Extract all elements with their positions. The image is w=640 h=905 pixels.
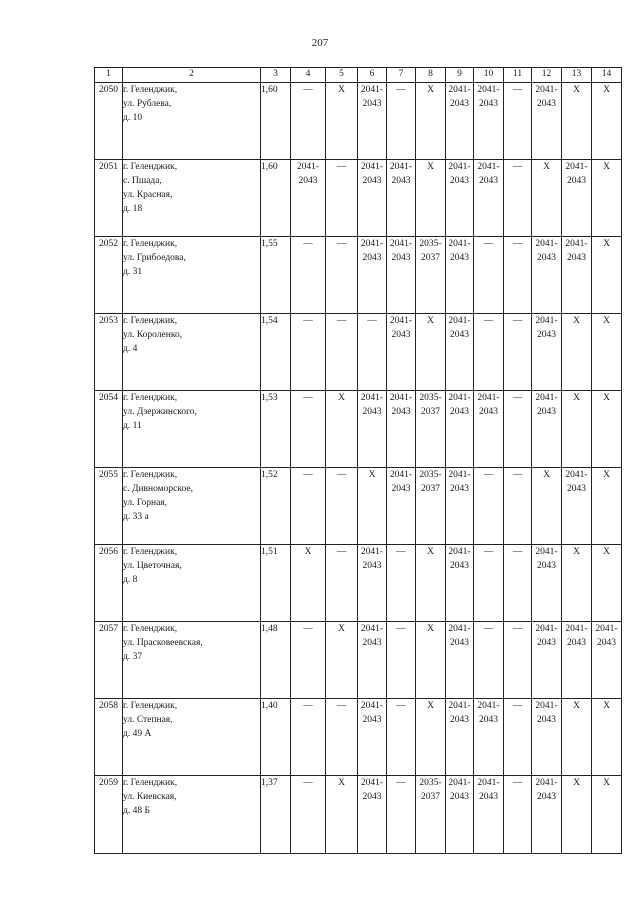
row-number-cell: 2050 (95, 83, 123, 160)
schedule-cell: X (562, 776, 592, 854)
schedule-cell: 2041- 2043 (358, 622, 387, 699)
schedule-cell: 2041- 2043 (562, 237, 592, 314)
schedule-cell: — (474, 314, 504, 391)
row-number-cell: 2059 (95, 776, 123, 854)
schedule-cell: 2041- 2043 (562, 468, 592, 545)
schedule-cell: X (326, 622, 358, 699)
address-cell: г. Геленджик, ул. Короленко, д. 4 (123, 314, 261, 391)
schedule-cell: — (504, 237, 532, 314)
schedule-cell: X (592, 699, 622, 776)
table-row (95, 83, 622, 160)
schedule-cell: 2041- 2043 (358, 237, 387, 314)
column-header: 13 (562, 68, 592, 83)
schedule-cell: 2041- 2043 (532, 314, 562, 391)
area-cell: 1,60 (261, 160, 291, 237)
schedule-cell: X (358, 468, 387, 545)
schedule-cell: 2041- 2043 (446, 699, 474, 776)
schedule-cell: — (387, 776, 416, 854)
schedule-cell: 2041- 2043 (532, 622, 562, 699)
schedule-cell: — (504, 391, 532, 468)
schedule-cell: 2041- 2043 (474, 776, 504, 854)
column-header: 14 (592, 68, 622, 83)
schedule-cell: X (592, 776, 622, 854)
schedule-cell: — (474, 468, 504, 545)
schedule-cell: 2041- 2043 (532, 699, 562, 776)
schedule-cell: — (326, 468, 358, 545)
table-row (95, 776, 622, 854)
column-header: 8 (416, 68, 446, 83)
schedule-cell: 2041- 2043 (562, 160, 592, 237)
area-cell: 1,37 (261, 776, 291, 854)
page-number: 207 (311, 37, 329, 49)
schedule-cell: — (291, 468, 326, 545)
schedule-cell: 2041- 2043 (358, 776, 387, 854)
schedule-cell: X (532, 160, 562, 237)
schedule-cell: 2041- 2043 (358, 391, 387, 468)
area-cell: 1,40 (261, 699, 291, 776)
schedule-cell: X (532, 468, 562, 545)
schedule-cell: X (592, 468, 622, 545)
table-row (95, 314, 622, 391)
schedule-cell: 2035- 2037 (416, 468, 446, 545)
schedule-cell: X (326, 83, 358, 160)
schedule-cell: — (474, 622, 504, 699)
table-row (95, 160, 622, 237)
schedule-cell: — (291, 237, 326, 314)
schedule-cell: — (326, 699, 358, 776)
schedule-cell: X (416, 83, 446, 160)
schedule-cell: 2041- 2043 (446, 545, 474, 622)
table-row (95, 699, 622, 776)
column-header: 2 (123, 68, 261, 83)
schedule-cell: 2041- 2043 (446, 468, 474, 545)
row-number-cell: 2053 (95, 314, 123, 391)
schedule-cell: — (504, 622, 532, 699)
row-number-cell: 2058 (95, 699, 123, 776)
column-header: 6 (358, 68, 387, 83)
schedule-cell: X (592, 160, 622, 237)
schedule-cell: X (562, 699, 592, 776)
schedule-cell: X (592, 83, 622, 160)
schedule-cell: — (474, 237, 504, 314)
schedule-cell: 2041- 2043 (358, 545, 387, 622)
schedule-cell: 2041- 2043 (387, 237, 416, 314)
schedule-cell: 2041- 2043 (291, 160, 326, 237)
schedule-cell: X (562, 314, 592, 391)
schedule-cell: X (416, 160, 446, 237)
column-header: 5 (326, 68, 358, 83)
schedule-cell: X (592, 237, 622, 314)
schedule-cell: 2041- 2043 (446, 314, 474, 391)
column-header: 11 (504, 68, 532, 83)
schedule-cell: 2041- 2043 (358, 699, 387, 776)
column-header: 7 (387, 68, 416, 83)
schedule-cell: 2041- 2043 (532, 545, 562, 622)
schedule-cell: — (387, 622, 416, 699)
schedule-cell: — (504, 160, 532, 237)
schedule-cell: — (291, 776, 326, 854)
table-row (95, 391, 622, 468)
area-cell: 1,55 (261, 237, 291, 314)
address-cell: г. Геленджик, ул. Цветочная, д. 8 (123, 545, 261, 622)
schedule-cell: 2035- 2037 (416, 237, 446, 314)
schedule-cell: X (562, 391, 592, 468)
area-cell: 1,53 (261, 391, 291, 468)
schedule-cell: X (592, 314, 622, 391)
registry-table (94, 67, 622, 854)
schedule-cell: — (387, 699, 416, 776)
row-number-cell: 2056 (95, 545, 123, 622)
area-cell: 1,48 (261, 622, 291, 699)
schedule-cell: — (291, 391, 326, 468)
address-cell: г. Геленджик, ул. Дзержинского, д. 11 (123, 391, 261, 468)
schedule-cell: — (504, 699, 532, 776)
schedule-cell: — (326, 160, 358, 237)
row-number-cell: 2054 (95, 391, 123, 468)
schedule-cell: 2041- 2043 (387, 160, 416, 237)
header-row (95, 68, 622, 83)
schedule-cell: X (592, 391, 622, 468)
schedule-cell: 2041- 2043 (474, 83, 504, 160)
schedule-cell: — (387, 83, 416, 160)
table-row (95, 622, 622, 699)
address-cell: г. Геленджик, ул. Прасковеевская, д. 37 (123, 622, 261, 699)
schedule-cell: 2041- 2043 (446, 391, 474, 468)
schedule-cell: 2041- 2043 (387, 468, 416, 545)
schedule-cell: 2041- 2043 (474, 391, 504, 468)
schedule-cell: — (387, 545, 416, 622)
schedule-cell: X (416, 622, 446, 699)
column-header: 9 (446, 68, 474, 83)
row-number-cell: 2055 (95, 468, 123, 545)
table-row (95, 237, 622, 314)
address-cell: г. Геленджик, ул. Грибоедова, д. 31 (123, 237, 261, 314)
address-cell: г. Геленджик, с. Дивноморское, ул. Горная, д. 33 а (123, 468, 261, 545)
schedule-cell: X (416, 545, 446, 622)
column-header: 4 (291, 68, 326, 83)
column-header: 10 (474, 68, 504, 83)
schedule-cell: X (416, 314, 446, 391)
schedule-cell: 2041- 2043 (446, 160, 474, 237)
schedule-cell: 2041- 2043 (358, 160, 387, 237)
schedule-cell: 2041- 2043 (387, 314, 416, 391)
schedule-cell: X (562, 545, 592, 622)
area-cell: 1,51 (261, 545, 291, 622)
schedule-cell: 2035- 2037 (416, 391, 446, 468)
schedule-cell: 2041- 2043 (387, 391, 416, 468)
area-cell: 1,60 (261, 83, 291, 160)
address-cell: г. Геленджик, ул. Киевская, д. 48 Б (123, 776, 261, 854)
schedule-cell: 2035- 2037 (416, 776, 446, 854)
area-cell: 1,52 (261, 468, 291, 545)
schedule-cell: 2041- 2043 (446, 622, 474, 699)
schedule-cell: — (358, 314, 387, 391)
schedule-cell: X (326, 391, 358, 468)
table-row (95, 468, 622, 545)
schedule-cell: 2041- 2043 (358, 83, 387, 160)
schedule-cell: — (504, 545, 532, 622)
address-cell: г. Геленджик, ул. Степная, д. 49 А (123, 699, 261, 776)
schedule-cell: — (504, 468, 532, 545)
row-number-cell: 2052 (95, 237, 123, 314)
schedule-cell: 2041- 2043 (592, 622, 622, 699)
schedule-cell: 2041- 2043 (474, 160, 504, 237)
schedule-cell: 2041- 2043 (532, 776, 562, 854)
address-cell: г. Геленджик, ул. Рублева, д. 10 (123, 83, 261, 160)
schedule-cell: 2041- 2043 (446, 83, 474, 160)
schedule-cell: X (592, 545, 622, 622)
schedule-cell: — (504, 776, 532, 854)
schedule-cell: — (326, 237, 358, 314)
schedule-cell: 2041- 2043 (532, 83, 562, 160)
area-cell: 1,54 (261, 314, 291, 391)
schedule-cell: — (291, 622, 326, 699)
table-row (95, 545, 622, 622)
address-cell: г. Геленджик, с. Пшада, ул. Красная, д. 18 (123, 160, 261, 237)
schedule-cell: — (291, 699, 326, 776)
schedule-cell: — (291, 314, 326, 391)
schedule-cell: — (326, 545, 358, 622)
schedule-cell: X (416, 699, 446, 776)
column-header: 3 (261, 68, 291, 83)
schedule-cell: — (326, 314, 358, 391)
row-number-cell: 2057 (95, 622, 123, 699)
schedule-cell: 2041- 2043 (562, 622, 592, 699)
schedule-cell: 2041- 2043 (532, 237, 562, 314)
schedule-cell: — (474, 545, 504, 622)
schedule-cell: — (291, 83, 326, 160)
schedule-cell: 2041- 2043 (446, 776, 474, 854)
column-header: 12 (532, 68, 562, 83)
schedule-cell: X (291, 545, 326, 622)
row-number-cell: 2051 (95, 160, 123, 237)
schedule-cell: — (504, 314, 532, 391)
schedule-cell: 2041- 2043 (446, 237, 474, 314)
schedule-cell: X (326, 776, 358, 854)
schedule-cell: X (562, 83, 592, 160)
column-header: 1 (95, 68, 123, 83)
schedule-cell: 2041- 2043 (474, 699, 504, 776)
schedule-cell: 2041- 2043 (532, 391, 562, 468)
schedule-cell: — (504, 83, 532, 160)
